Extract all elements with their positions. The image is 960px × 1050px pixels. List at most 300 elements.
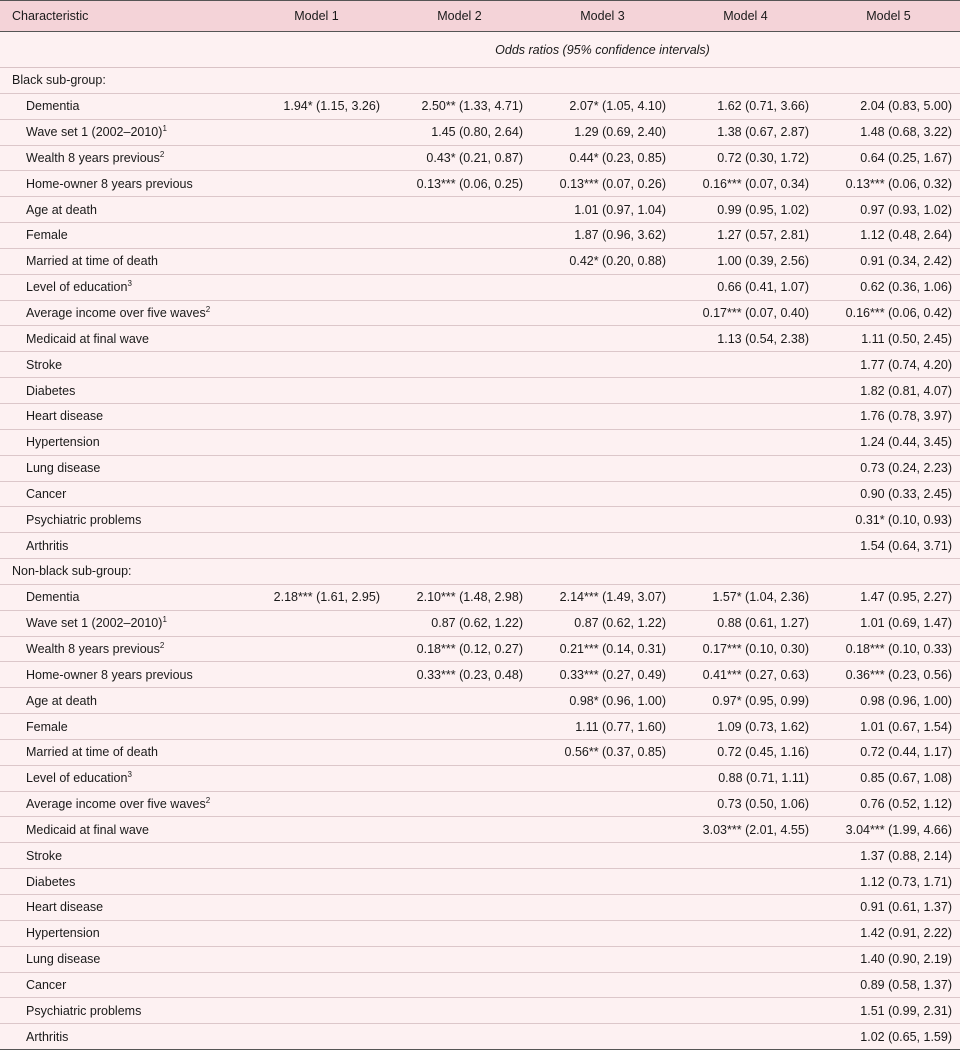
cell-model-2: 2.50** (1.33, 4.71): [388, 93, 531, 119]
cell-model-1: [245, 119, 388, 145]
cell-model-3: 0.56** (0.37, 0.85): [531, 739, 674, 765]
row-label-dementia: [0, 93, 245, 119]
row-label-wealth-8-years-previous: [0, 636, 245, 662]
cell-model-2: 1.45 (0.80, 2.64): [388, 119, 531, 145]
row-label-text: Average income over five waves: [26, 797, 206, 812]
cell-model-4: 0.17*** (0.07, 0.40): [674, 300, 817, 326]
row-label-psychiatric-problems: [0, 507, 245, 533]
cell-model-1: [245, 972, 388, 998]
cell-model-2: [388, 920, 531, 946]
cell-model-4: [674, 533, 817, 559]
column-header-characteristic: Characteristic: [0, 1, 245, 32]
cell-model-3: 0.87 (0.62, 1.22): [531, 610, 674, 636]
row-label-text: Cancer: [26, 977, 67, 992]
row-label-text: Stroke: [26, 848, 63, 863]
cell-model-5: 0.36*** (0.23, 0.56): [817, 662, 960, 688]
table-row: [0, 920, 960, 946]
cell-model-3: [531, 429, 674, 455]
cell-model-3: [531, 765, 674, 791]
cell-model-3: 0.33*** (0.27, 0.49): [531, 662, 674, 688]
row-label-text: Lung disease: [26, 461, 101, 476]
cell-model-5: 0.98 (0.96, 1.00): [817, 688, 960, 714]
table-row: [0, 145, 960, 171]
cell-model-1: 2.18*** (1.61, 2.95): [245, 584, 388, 610]
row-label-text: Female: [26, 228, 68, 243]
cell-model-5: 1.11 (0.50, 2.45): [817, 326, 960, 352]
cell-model-5: 1.42 (0.91, 2.22): [817, 920, 960, 946]
odds-ratio-subheader: Odds ratios (95% confidence intervals): [245, 32, 960, 68]
cell-model-3: 0.13*** (0.07, 0.26): [531, 171, 674, 197]
row-label-text: Female: [26, 719, 68, 734]
cell-model-3: [531, 998, 674, 1024]
row-label-female: [0, 714, 245, 740]
cell-model-1: [245, 920, 388, 946]
row-label-text: Diabetes: [26, 874, 76, 889]
cell-model-1: [245, 171, 388, 197]
table-row: [0, 223, 960, 249]
cell-model-2: [388, 248, 531, 274]
cell-model-5: 0.85 (0.67, 1.08): [817, 765, 960, 791]
cell-model-2: [388, 455, 531, 481]
row-label-diabetes: [0, 869, 245, 895]
cell-model-2: [388, 765, 531, 791]
cell-model-2: [388, 352, 531, 378]
row-label-average-income-over-five-waves: [0, 300, 245, 326]
row-label-heart-disease: [0, 403, 245, 429]
table-body: [0, 68, 960, 1050]
table-row: [0, 791, 960, 817]
cell-model-1: [245, 352, 388, 378]
cell-model-3: [531, 378, 674, 404]
row-label-lung-disease: [0, 455, 245, 481]
footnote-marker: 2: [159, 640, 165, 650]
cell-model-2: [388, 998, 531, 1024]
table-row: [0, 998, 960, 1024]
cell-model-3: [531, 791, 674, 817]
cell-model-1: [245, 946, 388, 972]
row-label-wave-set-1-2002-2010: [0, 119, 245, 145]
cell-model-5: 0.97 (0.93, 1.02): [817, 197, 960, 223]
cell-model-4: 0.73 (0.50, 1.06): [674, 791, 817, 817]
table-row: [0, 274, 960, 300]
row-label-text: Average income over five waves: [26, 306, 206, 321]
row-label-stroke: [0, 352, 245, 378]
cell-model-3: [531, 533, 674, 559]
cell-model-3: 1.01 (0.97, 1.04): [531, 197, 674, 223]
row-label-text: Dementia: [26, 99, 80, 114]
cell-model-2: 2.10*** (1.48, 2.98): [388, 584, 531, 610]
row-label-text: Dementia: [26, 590, 80, 605]
cell-model-4: [674, 455, 817, 481]
footnote-marker: 2: [205, 796, 211, 806]
cell-model-1: [245, 403, 388, 429]
cell-model-4: [674, 378, 817, 404]
cell-model-3: [531, 352, 674, 378]
row-label-text: Cancer: [26, 486, 67, 501]
cell-model-5: 0.76 (0.52, 1.12): [817, 791, 960, 817]
cell-model-5: 0.91 (0.61, 1.37): [817, 895, 960, 921]
cell-model-2: [388, 688, 531, 714]
cell-model-4: 0.72 (0.30, 1.72): [674, 145, 817, 171]
cell-model-5: 1.82 (0.81, 4.07): [817, 378, 960, 404]
cell-model-4: [674, 920, 817, 946]
cell-model-1: [245, 300, 388, 326]
cell-model-2: [388, 326, 531, 352]
table-row: [0, 843, 960, 869]
cell-model-5: 0.31* (0.10, 0.93): [817, 507, 960, 533]
cell-model-5: 3.04*** (1.99, 4.66): [817, 817, 960, 843]
cell-model-2: [388, 843, 531, 869]
row-label-text: Stroke: [26, 357, 63, 372]
cell-model-2: [388, 300, 531, 326]
row-label-text: Lung disease: [26, 952, 101, 967]
row-label-home-owner-8-years-previous: [0, 662, 245, 688]
table-row: [0, 197, 960, 223]
cell-model-4: [674, 507, 817, 533]
cell-model-4: 0.99 (0.95, 1.02): [674, 197, 817, 223]
table-row: [0, 481, 960, 507]
table-row: [0, 895, 960, 921]
cell-model-2: [388, 972, 531, 998]
cell-model-4: 0.97* (0.95, 0.99): [674, 688, 817, 714]
cell-model-1: [245, 895, 388, 921]
cell-model-2: 0.33*** (0.23, 0.48): [388, 662, 531, 688]
row-label-arthritis: [0, 1024, 245, 1050]
cell-model-3: [531, 455, 674, 481]
cell-model-4: 1.57* (1.04, 2.36): [674, 584, 817, 610]
table-row: [0, 662, 960, 688]
cell-model-3: [531, 920, 674, 946]
row-label-text: Level of education: [26, 771, 128, 786]
cell-model-2: [388, 481, 531, 507]
table-row: [0, 739, 960, 765]
cell-model-5: 1.48 (0.68, 3.22): [817, 119, 960, 145]
table-row: [0, 248, 960, 274]
row-label-text: Hypertension: [26, 926, 100, 941]
footnote-marker: 3: [127, 770, 132, 780]
row-label-text: Heart disease: [26, 900, 104, 915]
cell-model-3: [531, 274, 674, 300]
cell-model-4: 0.72 (0.45, 1.16): [674, 739, 817, 765]
table-row: [0, 817, 960, 843]
row-label-text: Psychiatric problems: [26, 1003, 142, 1018]
table-row: [0, 1024, 960, 1050]
cell-model-1: [245, 455, 388, 481]
cell-model-5: 0.73 (0.24, 2.23): [817, 455, 960, 481]
cell-model-1: [245, 714, 388, 740]
cell-model-4: 1.09 (0.73, 1.62): [674, 714, 817, 740]
cell-model-1: [245, 869, 388, 895]
cell-model-1: [245, 843, 388, 869]
cell-model-2: 0.43* (0.21, 0.87): [388, 145, 531, 171]
row-label-dementia: [0, 584, 245, 610]
cell-model-5: 0.91 (0.34, 2.42): [817, 248, 960, 274]
table-row: [0, 352, 960, 378]
cell-model-2: [388, 791, 531, 817]
row-label-text: Heart disease: [26, 409, 104, 424]
cell-model-3: [531, 507, 674, 533]
cell-model-4: [674, 843, 817, 869]
cell-model-1: [245, 248, 388, 274]
cell-model-5: 0.16*** (0.06, 0.42): [817, 300, 960, 326]
cell-model-5: 0.18*** (0.10, 0.33): [817, 636, 960, 662]
row-label-text: Medicaid at final wave: [26, 331, 149, 346]
table-row: [0, 584, 960, 610]
row-label-text: Wealth 8 years previous: [26, 150, 160, 165]
cell-model-5: 1.76 (0.78, 3.97): [817, 403, 960, 429]
column-header-model-5: Model 5: [817, 1, 960, 32]
cell-model-2: [388, 946, 531, 972]
cell-model-3: [531, 843, 674, 869]
cell-model-5: 1.54 (0.64, 3.71): [817, 533, 960, 559]
cell-model-4: 3.03*** (2.01, 4.55): [674, 817, 817, 843]
cell-model-4: [674, 972, 817, 998]
cell-model-5: 1.12 (0.73, 1.71): [817, 869, 960, 895]
table-row: [0, 93, 960, 119]
cell-model-3: 1.11 (0.77, 1.60): [531, 714, 674, 740]
row-label-hypertension: [0, 920, 245, 946]
row-label-wealth-8-years-previous: [0, 145, 245, 171]
cell-model-3: [531, 869, 674, 895]
column-header-model-1: Model 1: [245, 1, 388, 32]
table-row: [0, 429, 960, 455]
cell-model-4: 0.41*** (0.27, 0.63): [674, 662, 817, 688]
cell-model-1: [245, 197, 388, 223]
cell-model-1: [245, 145, 388, 171]
row-label-heart-disease: [0, 895, 245, 921]
cell-model-4: [674, 429, 817, 455]
row-label-text: Wave set 1 (2002–2010): [26, 616, 163, 631]
cell-model-1: [245, 817, 388, 843]
cell-model-2: 0.18*** (0.12, 0.27): [388, 636, 531, 662]
row-label-text: Home-owner 8 years previous: [26, 176, 193, 191]
cell-model-3: 0.98* (0.96, 1.00): [531, 688, 674, 714]
group-title: Black sub-group:: [0, 68, 245, 94]
cell-model-1: [245, 274, 388, 300]
cell-model-1: [245, 662, 388, 688]
cell-model-1: [245, 429, 388, 455]
footnote-marker: 2: [159, 149, 165, 159]
cell-model-2: [388, 895, 531, 921]
cell-model-5: 1.02 (0.65, 1.59): [817, 1024, 960, 1050]
row-label-text: Hypertension: [26, 435, 100, 450]
cell-model-2: [388, 817, 531, 843]
cell-model-1: 1.94* (1.15, 3.26): [245, 93, 388, 119]
cell-model-3: [531, 972, 674, 998]
cell-model-4: 1.13 (0.54, 2.38): [674, 326, 817, 352]
cell-model-1: [245, 765, 388, 791]
cell-model-1: [245, 223, 388, 249]
odds-ratio-subheader-row: [0, 32, 960, 68]
row-label-text: Wave set 1 (2002–2010): [26, 125, 163, 140]
table-row: [0, 378, 960, 404]
cell-model-5: 1.51 (0.99, 2.31): [817, 998, 960, 1024]
cell-model-1: [245, 739, 388, 765]
cell-model-5: 1.12 (0.48, 2.64): [817, 223, 960, 249]
cell-model-1: [245, 998, 388, 1024]
column-header-model-2: Model 2: [388, 1, 531, 32]
row-label-text: Psychiatric problems: [26, 512, 142, 527]
cell-model-2: [388, 533, 531, 559]
row-label-stroke: [0, 843, 245, 869]
table-row: [0, 714, 960, 740]
table-row: [0, 403, 960, 429]
cell-model-3: [531, 817, 674, 843]
row-label-age-at-death: [0, 688, 245, 714]
table-header: [0, 1, 960, 68]
cell-model-4: 1.62 (0.71, 3.66): [674, 93, 817, 119]
row-label-lung-disease: [0, 946, 245, 972]
row-label-diabetes: [0, 378, 245, 404]
cell-model-5: 1.37 (0.88, 2.14): [817, 843, 960, 869]
table-row: [0, 455, 960, 481]
cell-model-3: 0.21*** (0.14, 0.31): [531, 636, 674, 662]
cell-model-4: [674, 352, 817, 378]
cell-model-5: 0.62 (0.36, 1.06): [817, 274, 960, 300]
cell-model-5: 1.77 (0.74, 4.20): [817, 352, 960, 378]
cell-model-5: 1.40 (0.90, 2.19): [817, 946, 960, 972]
cell-model-3: [531, 481, 674, 507]
cell-model-2: [388, 197, 531, 223]
row-label-level-of-education: [0, 765, 245, 791]
group-header-row: [0, 559, 960, 585]
cell-model-1: [245, 636, 388, 662]
cell-model-1: [245, 688, 388, 714]
row-label-text: Wealth 8 years previous: [26, 641, 160, 656]
row-label-married-at-time-of-death: [0, 248, 245, 274]
cell-model-4: [674, 998, 817, 1024]
row-label-text: Age at death: [26, 693, 97, 708]
table-row: [0, 119, 960, 145]
cell-model-5: 2.04 (0.83, 5.00): [817, 93, 960, 119]
table-row: [0, 533, 960, 559]
cell-model-4: 0.17*** (0.10, 0.30): [674, 636, 817, 662]
cell-model-2: [388, 274, 531, 300]
cell-model-4: 1.00 (0.39, 2.56): [674, 248, 817, 274]
cell-model-3: [531, 326, 674, 352]
cell-model-5: 1.47 (0.95, 2.27): [817, 584, 960, 610]
cell-model-3: 2.14*** (1.49, 3.07): [531, 584, 674, 610]
cell-model-4: 0.16*** (0.07, 0.34): [674, 171, 817, 197]
cell-model-1: [245, 791, 388, 817]
cell-model-4: [674, 946, 817, 972]
row-label-wave-set-1-2002-2010: [0, 610, 245, 636]
cell-model-4: [674, 895, 817, 921]
cell-model-5: 1.01 (0.69, 1.47): [817, 610, 960, 636]
cell-model-4: [674, 869, 817, 895]
cell-model-3: 0.42* (0.20, 0.88): [531, 248, 674, 274]
row-label-arthritis: [0, 533, 245, 559]
table-row: [0, 765, 960, 791]
cell-model-1: [245, 533, 388, 559]
row-label-average-income-over-five-waves: [0, 791, 245, 817]
cell-model-3: 1.87 (0.96, 3.62): [531, 223, 674, 249]
row-label-level-of-education: [0, 274, 245, 300]
cell-model-5: 0.89 (0.58, 1.37): [817, 972, 960, 998]
cell-model-1: [245, 610, 388, 636]
cell-model-2: [388, 403, 531, 429]
group-header-row: [0, 68, 960, 94]
cell-model-2: [388, 429, 531, 455]
cell-model-4: [674, 403, 817, 429]
table-row: [0, 946, 960, 972]
cell-model-5: 0.64 (0.25, 1.67): [817, 145, 960, 171]
cell-model-3: 1.29 (0.69, 2.40): [531, 119, 674, 145]
table-row: [0, 610, 960, 636]
table-row: [0, 507, 960, 533]
row-label-medicaid-at-final-wave: [0, 326, 245, 352]
table-row: [0, 171, 960, 197]
table-row: [0, 326, 960, 352]
cell-model-4: 0.66 (0.41, 1.07): [674, 274, 817, 300]
row-label-text: Arthritis: [26, 538, 69, 553]
cell-model-3: 2.07* (1.05, 4.10): [531, 93, 674, 119]
cell-model-4: 0.88 (0.61, 1.27): [674, 610, 817, 636]
cell-model-5: 0.13*** (0.06, 0.32): [817, 171, 960, 197]
cell-model-5: 1.01 (0.67, 1.54): [817, 714, 960, 740]
row-label-text: Age at death: [26, 202, 97, 217]
cell-model-1: [245, 378, 388, 404]
row-label-psychiatric-problems: [0, 998, 245, 1024]
cell-model-4: [674, 1024, 817, 1050]
row-label-married-at-time-of-death: [0, 739, 245, 765]
cell-model-2: 0.87 (0.62, 1.22): [388, 610, 531, 636]
footnote-marker: 2: [205, 305, 211, 315]
cell-model-1: [245, 481, 388, 507]
cell-model-5: 0.90 (0.33, 2.45): [817, 481, 960, 507]
footnote-marker: 1: [162, 615, 167, 625]
row-label-age-at-death: [0, 197, 245, 223]
cell-model-1: [245, 507, 388, 533]
row-label-female: [0, 223, 245, 249]
cell-model-4: [674, 481, 817, 507]
row-label-text: Level of education: [26, 280, 128, 295]
cell-model-4: 1.38 (0.67, 2.87): [674, 119, 817, 145]
column-header-row: [0, 1, 960, 32]
row-label-cancer: [0, 972, 245, 998]
table-row: [0, 688, 960, 714]
footnote-marker: 1: [162, 124, 167, 134]
row-label-home-owner-8-years-previous: [0, 171, 245, 197]
footnote-marker: 3: [127, 279, 132, 289]
cell-model-2: [388, 739, 531, 765]
table-row: [0, 300, 960, 326]
row-label-text: Diabetes: [26, 383, 76, 398]
row-label-text: Married at time of death: [26, 254, 159, 269]
cell-model-4: 1.27 (0.57, 2.81): [674, 223, 817, 249]
row-label-text: Arthritis: [26, 1029, 69, 1044]
cell-model-2: [388, 223, 531, 249]
row-label-text: Home-owner 8 years previous: [26, 667, 193, 682]
column-header-model-3: Model 3: [531, 1, 674, 32]
cell-model-3: [531, 300, 674, 326]
cell-model-3: [531, 403, 674, 429]
table-row: [0, 972, 960, 998]
cell-model-2: [388, 378, 531, 404]
row-label-text: Married at time of death: [26, 745, 159, 760]
cell-model-2: [388, 714, 531, 740]
cell-model-1: [245, 1024, 388, 1050]
row-label-text: Medicaid at final wave: [26, 822, 149, 837]
cell-model-2: [388, 507, 531, 533]
table-row: [0, 636, 960, 662]
column-header-model-4: Model 4: [674, 1, 817, 32]
cell-model-5: 0.72 (0.44, 1.17): [817, 739, 960, 765]
table-row: [0, 869, 960, 895]
cell-model-5: 1.24 (0.44, 3.45): [817, 429, 960, 455]
group-title: Non-black sub-group:: [0, 559, 245, 585]
cell-model-4: 0.88 (0.71, 1.11): [674, 765, 817, 791]
